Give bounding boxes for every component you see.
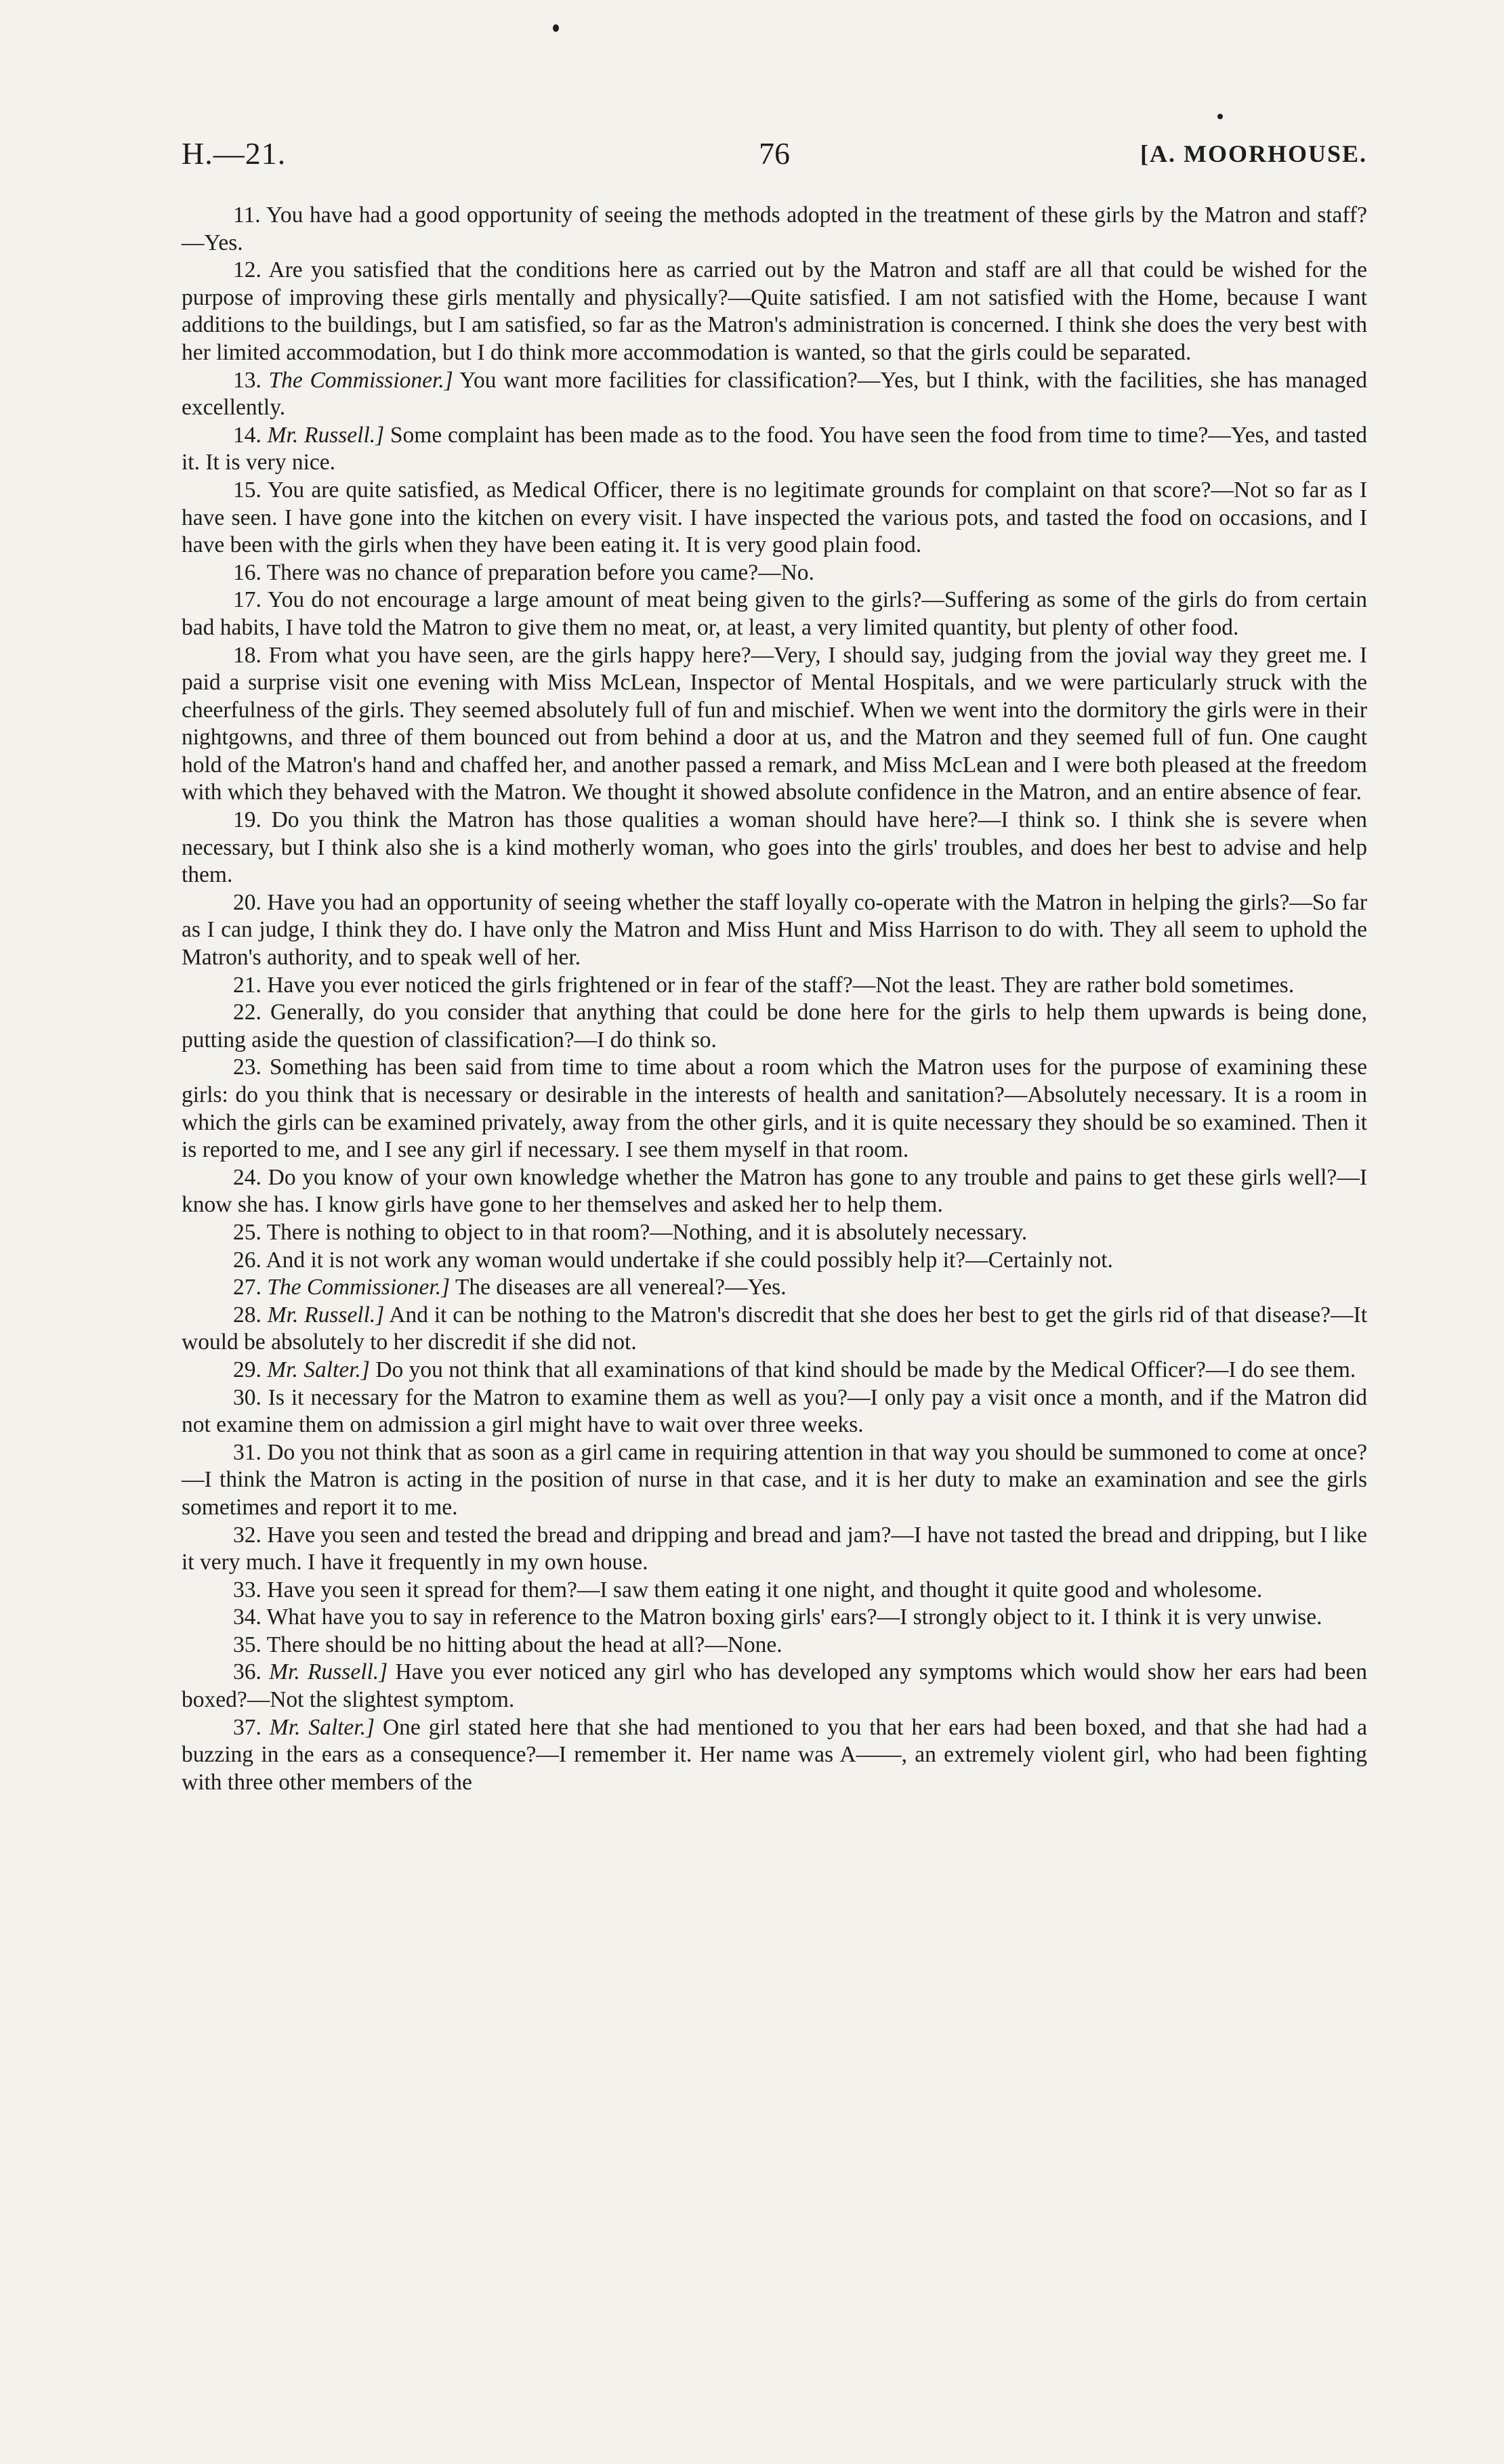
question-number: 13. [233, 367, 262, 393]
question-paragraph [182, 1274, 1367, 1302]
question-number: 37. [233, 1714, 262, 1740]
question-answer-text: Is it necessary for the Matron to examine them as well as you?—I only pay a visit once a month, and if the Matron did not examine them on admission a girl might have to wait over three weeks. [182, 1384, 1368, 1438]
speaker-prefix: Mr. Russell.] [267, 1302, 385, 1327]
speaker-prefix: Mr. Russell.] [267, 422, 385, 448]
question-answer-text: Generally, do you consider that anything that could be done here for the girls to help them upwards is being done, putting aside the question of classification?—I do think so. [182, 1000, 1368, 1053]
question-paragraph [182, 1604, 1367, 1632]
page-header [182, 135, 1367, 176]
question-answer-text: Some complaint has been made as to the food. You have seen the food from time to time?—Yes, and tasted it. It is very nice. [182, 422, 1367, 475]
question-number: 25. [233, 1219, 262, 1245]
question-paragraph [182, 422, 1367, 477]
question-number: 31. [233, 1439, 262, 1465]
ink-speck [553, 24, 559, 32]
question-answer-text: There was no chance of preparation before you came?—No. [266, 559, 814, 585]
question-paragraph [182, 1439, 1367, 1522]
question-answer-text: And it can be nothing to the Matron's discredit that she does her best to get the girls rid of that disease?—It would be absolutely to her discredit if she did not. [182, 1302, 1368, 1355]
question-paragraph [182, 559, 1367, 587]
question-number: 16. [233, 559, 262, 585]
question-paragraph [182, 1384, 1367, 1439]
question-number: 24. [233, 1164, 262, 1190]
question-answer-text: Do you know of your own knowledge whether the Matron has gone to any trouble and pains to get these girls well?—I know she has. I know girls have gone to her themselves and asked her to help them. [182, 1164, 1368, 1218]
question-paragraph [182, 1054, 1367, 1164]
question-number: 36. [233, 1659, 262, 1685]
question-number: 21. [233, 972, 262, 998]
question-answer-text: You have had a good opportunity of seeing the methods adopted in the treatment of these girls by the Matron and staff?—Yes. [182, 203, 1367, 255]
question-paragraph [182, 1357, 1367, 1384]
question-number: 35. [233, 1632, 262, 1657]
question-number: 19. [233, 807, 262, 833]
speaker-prefix: The Commissioner.] [267, 1275, 451, 1300]
question-paragraph [182, 889, 1367, 972]
question-number: 32. [233, 1522, 262, 1548]
question-answer-text: You are quite satisfied, as Medical Officer, there is no legitimate grounds for complaint on that score?—Not so far as I have seen. I have gone into the kitchen on every visit. I have inspected the various pots, and tasted the food on occasions, and I have been with the girls when they have been eating it. It is very good plain food. [182, 477, 1367, 558]
question-answer-text: Have you had an opportunity of seeing whether the staff loyally co-operate with the Matron in helping the girls?—So far as I can judge, I think they do. I have only the Matron and Miss Hunt and Miss Harrison to do with. They all seem to uphold the Matron's authority, and to speak well of her. [182, 889, 1368, 971]
question-number: 11. [233, 203, 261, 228]
question-number: 26. [233, 1247, 262, 1273]
question-paragraph [182, 972, 1367, 1000]
question-paragraph [182, 1247, 1367, 1275]
question-number: 22. [233, 1000, 262, 1025]
report-code: H.—21. [182, 136, 287, 171]
question-answer-text: You do not encourage a large amount of meat being given to the girls?—Suffering as some of the girls do from certain bad habits, I have told the Matron to give them no meat, or, at least, a very limited quantity, but plenty of other food. [182, 587, 1367, 640]
question-answer-text: Do you not think that as soon as a girl came in requiring attention in that way you should be summoned to come at once?—I think the Matron is acting in the position of nurse in that case, and it is her duty to make an examination and see the girls sometimes and report it to me. [182, 1439, 1368, 1520]
question-answer-text: From what you have seen, are the girls happy here?—Very, I should say, judging from the jovial way they greet me. I paid a surprise visit one evening with Miss McLean, Inspector of Mental Hospitals, and we were particularly struck with the cheerfulness of the girls. They seemed absolutely full of fun and mischief. When we went into the dormitory the girls were in their nightgowns, and three of them bounced out from behind a door at us, and the Matron and they seemed full of fun. One caught hold of the Matron's hand and chaffed her, and another passed a remark, and Miss McLean and I were both pleased at the freedom with which they behaved with the Matron. We thought it showed absolute confidence in the Matron, and an entire absence of fear. [182, 642, 1368, 805]
question-answer-text: Do you not think that all examinations of that kind should be made by the Medical Officer?—I do see them. [375, 1357, 1356, 1382]
question-number: 14. [233, 422, 262, 448]
question-answer-text: There should be no hitting about the head at all?—None. [266, 1632, 782, 1657]
question-number: 23. [233, 1055, 262, 1080]
question-paragraph [182, 1302, 1367, 1357]
question-number: 15. [233, 477, 262, 503]
question-answer-text: Do you think the Matron has those qualities a woman should have here?—I think so. I think she is severe when necessary, but I think also she is a kind motherly woman, who goes into the girls' troubles, and does her best to advise and help them. [182, 807, 1368, 888]
question-paragraph [182, 202, 1367, 257]
speaker-prefix: Mr. Salter.] [269, 1714, 375, 1740]
question-paragraph [182, 1714, 1367, 1797]
question-number: 17. [233, 587, 262, 613]
question-number: 20. [233, 889, 262, 915]
question-paragraph [182, 477, 1367, 559]
question-number: 12. [233, 257, 262, 283]
question-paragraph [182, 642, 1367, 807]
page-number: 76 [759, 136, 790, 171]
question-answer-text: The diseases are all venereal?—Yes. [455, 1275, 787, 1300]
question-answer-text: One girl stated here that she had mentioned to you that her ears had been boxed, and that she had had a buzzing in the ears as a consequence?—I remember it. Her name was A——, an extremely violent girl, who had been fighting with three other members of the [182, 1714, 1368, 1795]
question-number: 28. [233, 1302, 262, 1327]
question-paragraph [182, 1219, 1367, 1247]
question-paragraph [182, 1164, 1367, 1219]
question-paragraph [182, 1577, 1367, 1605]
question-number: 30. [233, 1384, 262, 1410]
question-answer-text: Something has been said from time to time about a room which the Matron uses for the purpose of examining these girls: do you think that is necessary or desirable in the interests of health and sanitation?—Absolutely necessary. It is a room in which the girls can be examined privately, away from the other girls, and it is quite necessary they should be so examined. Then it is reported to me, and I see any girl if necessary. I see them myself in that room. [182, 1055, 1367, 1163]
question-answer-text: Have you seen and tested the bread and dripping and bread and jam?—I have not tasted the bread and dripping, but I like it very much. I have it frequently in my own house. [182, 1522, 1368, 1575]
question-paragraph [182, 807, 1367, 889]
question-number: 27. [233, 1275, 262, 1300]
witness-name: [A. MOORHOUSE. [1140, 140, 1367, 167]
question-answer-text: Have you ever noticed any girl who has developed any symptoms which would show her ears had been boxed?—Not the slightest symptom. [182, 1659, 1368, 1713]
testimony-body [182, 202, 1367, 1796]
question-answer-text: Are you satisfied that the conditions here as carried out by the Matron and staff are all that could be wished for the purpose of improving these girls mentally and physically?—Quite satisfied. I am not satisfied with the Home, because I want additions to the buildings, but I am satisfied, so far as the Matron's administration is concerned. I think she does the very best with her limited accommodation, but I do think more accommodation is wanted, so that the girls could be separated. [182, 257, 1367, 365]
ink-speck [1217, 114, 1223, 119]
question-number: 34. [233, 1605, 262, 1630]
question-paragraph [182, 999, 1367, 1054]
speaker-prefix: Mr. Salter.] [267, 1357, 370, 1382]
question-paragraph [182, 1659, 1367, 1714]
question-paragraph [182, 257, 1367, 366]
question-answer-text: There is nothing to object to in that room?—Nothing, and it is absolutely necessary. [266, 1219, 1028, 1245]
question-answer-text: What have you to say in reference to the Matron boxing girls' ears?—I strongly object to it. I think it is very unwise. [266, 1605, 1322, 1630]
question-answer-text: You want more facilities for classification?—Yes, but I think, with the facilities, she has managed excellently. [182, 367, 1367, 421]
question-paragraph [182, 1522, 1367, 1577]
speaker-prefix: Mr. Russell.] [269, 1659, 388, 1685]
question-number: 29. [233, 1357, 262, 1382]
question-paragraph [182, 1632, 1367, 1659]
question-paragraph [182, 367, 1367, 422]
question-answer-text: And it is not work any woman would undertake if she could possibly help it?—Certainly not. [266, 1247, 1113, 1273]
question-paragraph [182, 587, 1367, 641]
question-answer-text: Have you ever noticed the girls frightened or in fear of the staff?—Not the least. They are rather bold sometimes. [267, 972, 1295, 998]
question-answer-text: Have you seen it spread for them?—I saw them eating it one night, and thought it quite good and wholesome. [267, 1577, 1263, 1602]
speaker-prefix: The Commissioner.] [268, 367, 453, 393]
question-number: 33. [233, 1577, 262, 1602]
question-number: 18. [233, 642, 262, 668]
